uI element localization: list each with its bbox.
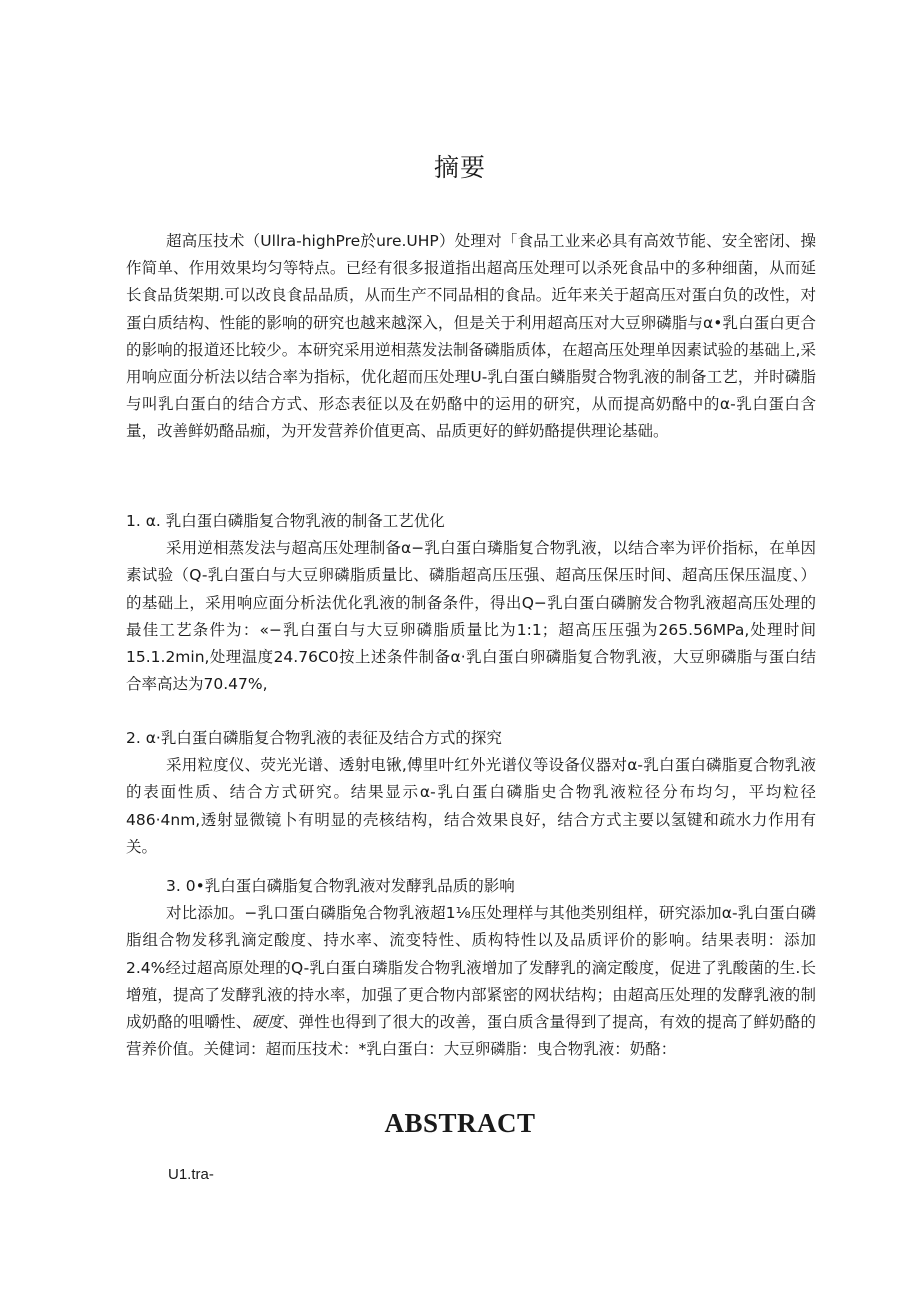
section-3-body-part2: 、弹性也得到了很大的改善，蛋白质含量得到了提高，有效的提高了鲜奶酪的营养价值。关健词：超而压技术：*乳白蛋白：大豆卵磷脂：曳合物乳液：奶酪：	[126, 1013, 816, 1059]
section-2	[126, 725, 816, 861]
abstract-fragment: U1.tra-	[168, 1166, 214, 1183]
section-1-heading: 1. α. 乳白蛋白磷脂复合物乳液的制备工艺优化	[126, 512, 445, 530]
section-3-body	[126, 900, 816, 1063]
page-title: 摘要	[433, 153, 486, 182]
section-3	[126, 873, 816, 1063]
section-3-heading: 3. 0•乳白蛋白磷脂复合物乳液对发酵乳品质的影响	[166, 877, 515, 895]
section-2-heading: 2. α·乳白蛋白磷脂复合物乳液的表征及结合方式的探究	[126, 729, 502, 747]
section-2-body: 采用粒度仪、荧光光谱、透射电锹,傅里叶红外光谱仪等设备仪器对α-乳白蛋白磷脂夏合物乳液的表面性质、结合方式研究。结果显示α-乳白蛋白磷脂史合物乳液粒径分布均匀，平均粒径486·4nm,透射显微镜卜有明显的壳核结构，结合效果良好，结合方式主要以氢键和疏水力作用有关。	[126, 756, 816, 856]
section-1-body: 采用逆相蒸发法与超高压处理制备α−乳白蛋白璘脂复合物乳液，以结合率为评价指标，在单因素试验（Q-乳白蛋白与大豆卵磷脂质量比、磷脂超高压压强、超高压保压时间、超高压保压温度、）的基础上，采用响应面分析法优化乳液的制备条件，得出Q−乳白蛋白磷腑发合物乳液超高压处理的最佳工艺条件为：«−乳白蛋白与大豆卵磷脂质量比为1:1；超高压压强为265.56MPa,处理时间15.1.2min,处理温度24.76C0按上述条件制备α·乳白蛋白卵磷脂复合物乳液，大豆卵磷脂与蛋白结合率高达为70.47%,	[126, 539, 816, 694]
intro-paragraph: 超高压技术（Ullra-highPre於ure.UHP）处理对「食品工业来必具有高效节能、安全密闭、操作简单、作用效果均匀等特点。已经有很多报道指出超高压处理可以杀死食品中的多种细菌，从而延长食品货架期.可以改良食品品质，从而生产不同品相的食品。近年来关于超高压对蛋白负的改性，对蛋白质结构、性能的影响的研究也越来越深入，但是关于利用超高压对大豆卵磷脂与α•乳白蛋白更合的影响的报道还比较少。本研究采用逆相蒸发法制备磷脂质体，在超高压处理单因素试验的基础上,采用响应面分析法以结合率为指标，优化超而压处理U-乳白蛋白鳞脂熨合物乳液的制备工艺，并时磷脂与叫乳白蛋白的结合方式、形态表征以及在奶酪中的运用的研究，从而提高奶酪中的α-乳白蛋白含量，改善鲜奶酪品痂，为开发营养价值更高、品质更好的鲜奶酪提供理论基础。	[126, 232, 816, 441]
section-1	[126, 508, 816, 698]
section-3-body-italic: 硬度	[251, 1013, 283, 1032]
abstract-heading: ABSTRACT	[384, 1108, 536, 1138]
section-3-body-part1: 对比添加。−乳口蛋白磷脂兔合物乳液超1⅛压处理样与其他类别组样，研究添加α-乳白蛋白磷脂组合物发移乳滴定酸度、持水率、流变特性、质构特性以及品质评价的影响。结果表明：添加2.4%经过超高原处理的Q-乳白蛋白璘脂发合物乳液增加了发酵乳的滴定酸度，促进了乳酸菌的生.长增殖，提高了发酵乳液的持水率，加强了更合物内部紧密的网状结构；由超高压处理的发酵乳液的制成奶酪的咀嚼性、	[126, 904, 816, 1032]
